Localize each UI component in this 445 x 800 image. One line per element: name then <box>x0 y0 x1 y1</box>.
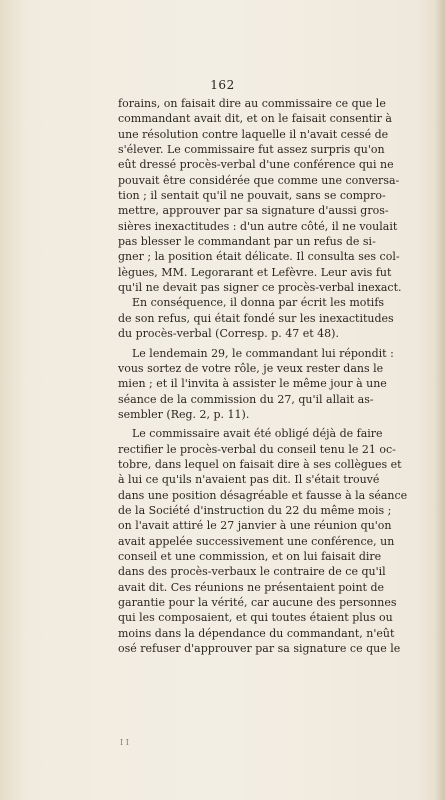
text-line: dans des procès-verbaux le contraire de ce qu'il <box>118 565 386 579</box>
text-line: garantie pour la vérité, car aucune des personnes <box>118 596 397 609</box>
text-line: eût dressé procès-verbal d'une conférence qui ne <box>118 158 394 172</box>
text-line: vous sortez de votre rôle, je veux rester dans le <box>118 361 384 375</box>
text-line: osé refuser d'approuver par sa signature ce que le <box>118 642 401 656</box>
text-line: commandant avait dit, et on le faisait consentir à <box>118 112 392 126</box>
text-line: de la Société d'instruction du 22 du même mois ; <box>118 503 392 517</box>
text-line: pas blesser le commandant par un refus de si- <box>118 235 376 249</box>
text-line: qui les composaient, et qui toutes étaient plus ou <box>118 611 393 625</box>
text-line: mettre, approuver par sa signature d'aussi gros- <box>118 204 389 218</box>
text-line: de son refus, qui était fondé sur les inexactitudes <box>118 311 394 325</box>
text-line: avait appelée successivement une conférence, un <box>118 534 395 548</box>
text-line: En conséquence, il donna par écrit les motifs <box>132 296 385 310</box>
text-line: gner ; la position était délicate. Il consulta ses col- <box>118 250 400 264</box>
text-line: Le commissaire avait été obligé déjà de faire <box>132 427 383 441</box>
page-fold-shadow <box>435 0 445 800</box>
page-number: 162 <box>210 78 235 92</box>
text-line: séance de la commission du 27, qu'il allait as- <box>118 392 374 406</box>
text-line: du procès-verbal (Corresp. p. 47 et 48). <box>118 327 339 341</box>
body-text <box>118 96 430 656</box>
text-line: qu'il ne devait pas signer ce procès-verbal inexact. <box>118 281 402 295</box>
text-line: lègues, MM. Legorarant et Lefèvre. Leur avis fut <box>118 265 392 279</box>
text-line: s'élever. Le commissaire fut assez surpris qu'on <box>118 143 385 157</box>
text-line: on l'avait attiré le 27 janvier à une réunion qu'on <box>118 519 392 533</box>
text-line: une résolution contre laquelle il n'avait cessé de <box>118 127 389 141</box>
text-line: avait dit. Ces réunions ne présentaient point de <box>118 580 384 594</box>
text-line: sembler (Reg. 2, p. 11). <box>118 407 250 421</box>
signature-mark: I I <box>120 738 129 747</box>
text-line: pouvait être considérée que comme une conversa- <box>118 173 400 187</box>
text-line: mien ; et il l'invita à assister le même jour à une <box>118 377 387 391</box>
text-line: forains, on faisait dire au commissaire ce que le <box>118 97 386 110</box>
text-line: moins dans la dépendance du commandant, n'eût <box>118 626 395 640</box>
text-line: conseil et une commission, et on lui faisait dire <box>118 549 382 563</box>
text-line: tobre, dans lequel on faisait dire à ses collègues et <box>118 457 402 471</box>
text-line: sières inexactitudes : d'un autre côté, il ne voulait <box>118 219 398 233</box>
text-line: à lui ce qu'ils n'avaient pas dit. Il s'était trouvé <box>118 473 380 487</box>
text-line: dans une position désagréable et fausse à la séance <box>118 488 408 502</box>
text-line: Le lendemain 29, le commandant lui répondit : <box>132 346 394 360</box>
text-line: rectifier le procès-verbal du conseil tenu le 21 oc- <box>118 442 396 456</box>
text-line: tion ; il sentait qu'il ne pouvait, sans se compro- <box>118 189 386 203</box>
